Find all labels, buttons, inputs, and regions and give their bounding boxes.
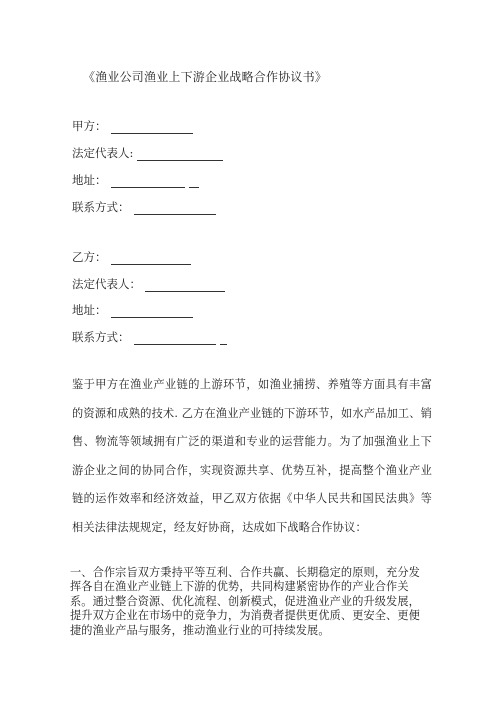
party-b-contact-blank[interactable] [134, 333, 216, 345]
party-a-address-field [72, 172, 199, 188]
document-title: 《渔业公司渔业上下游企业战略合作协议书》 [83, 70, 328, 84]
party-a-blank[interactable] [111, 122, 193, 134]
party-b-address-field [72, 302, 193, 318]
party-a-address-blank[interactable] [111, 176, 185, 188]
party-b-contact-label: 联系方式： [72, 330, 130, 344]
party-a-rep-label: 法定代表人: [72, 146, 134, 160]
party-b-label: 乙方： [72, 250, 107, 264]
article-1-paragraph: 一、合作宗旨双方秉持平等互利、合作共赢、长期稳定的原则，充分发挥各自在渔业产业链上下游的优势，共同构建紧密协作的产业合作关系。通过整合资源、优化流程、创新模式，促进渔业产业的升级发展，提升双方企业在市场中的竞争力，为消费者提供更优质、更安全、更便捷的渔业产品与服务，推动渔业行业的可持续发展。 [70, 566, 420, 637]
party-a-contact-label: 联系方式： [72, 200, 130, 214]
preamble-paragraph: 鉴于甲方在渔业产业链的上游环节，如渔业捕捞、养殖等方面具有丰富的资源和成熟的技术. 乙方在渔业产业链的下游环节，如水产品加工、销售、物流等领域拥有广泛的渠道和专业的运营能力。为了加强渔业上下游企业之间的协同合作，实现资源共享、优势互补，提高整个渔业产业链的运作效率和经济效益，甲乙双方依据《中华人民共和国民法典》等相关法律法规规定，经友好协商，达成如下战略合作协议： [72, 378, 432, 534]
party-a-contact-blank[interactable] [134, 203, 216, 215]
party-a-address-label: 地址： [72, 173, 107, 187]
party-a-label: 甲方： [72, 119, 107, 133]
party-a-field [72, 118, 193, 134]
party-b-rep-blank[interactable] [145, 280, 225, 292]
party-a-contact-field [72, 199, 216, 215]
party-b-address-blank[interactable] [111, 306, 193, 318]
party-b-contact-field [72, 329, 227, 345]
party-b-rep-field [72, 276, 225, 292]
party-a-address-blank-tail [189, 176, 199, 188]
party-b-address-label: 地址： [72, 303, 107, 317]
party-a-rep-field [72, 145, 223, 161]
party-b-rep-label: 法定代表人： [72, 277, 141, 291]
party-b-contact-blank-tail [220, 333, 227, 345]
party-b-blank[interactable] [111, 253, 191, 265]
party-b-field [72, 249, 191, 265]
party-a-rep-blank[interactable] [137, 149, 223, 161]
